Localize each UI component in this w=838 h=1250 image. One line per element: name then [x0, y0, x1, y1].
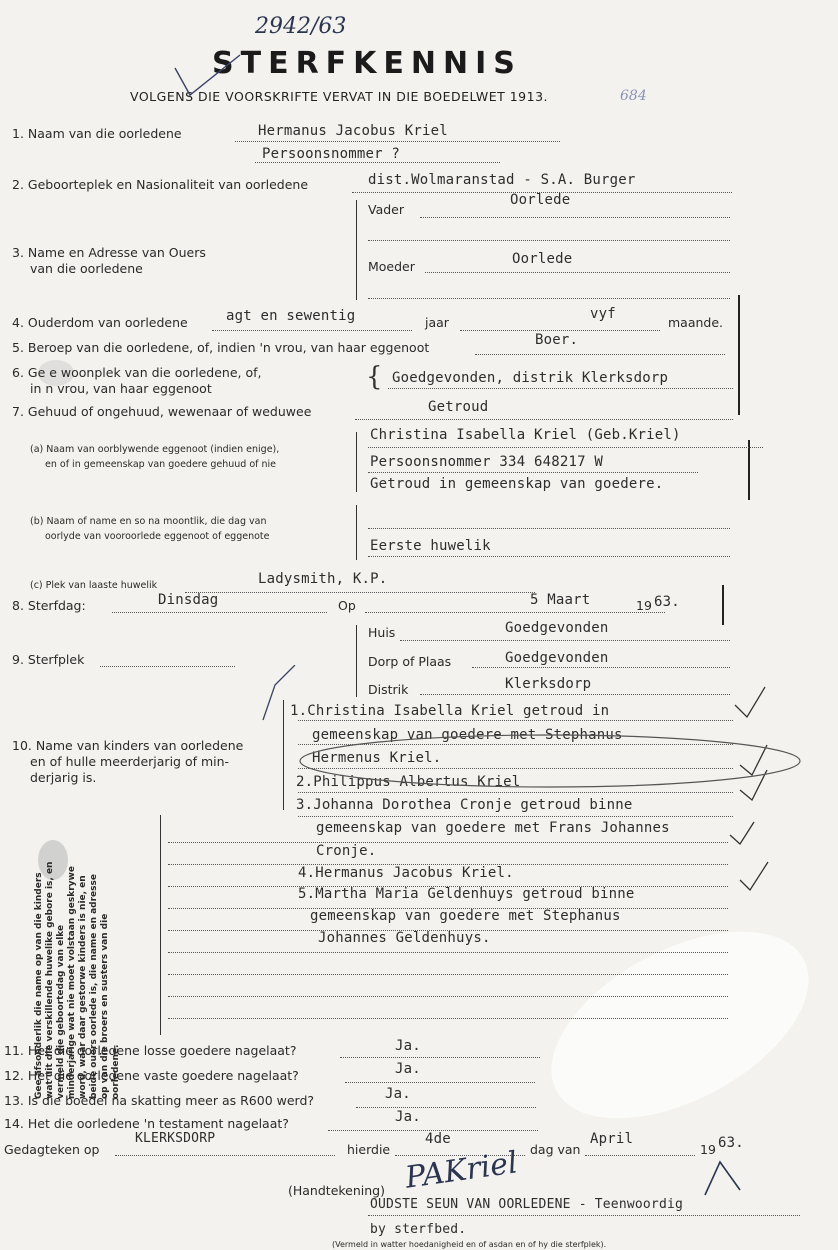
- deceased-name: Hermanus Jacobus Kriel: [258, 123, 448, 139]
- document-title: STERFKENNIS: [212, 46, 522, 81]
- signed-month: April: [590, 1131, 634, 1147]
- field-4-label: 4. Ouderdom van oorledene: [12, 315, 188, 330]
- mother-label: Moeder: [368, 259, 415, 274]
- spouse-name: Christina Isabella Kriel (Geb.Kriel): [370, 427, 681, 443]
- field-9-label: 9. Sterfplek: [12, 652, 85, 667]
- field-10-label-b: en of hulle meerderjarig of min-: [30, 754, 230, 769]
- field-7a-label: (a) Naam van oorblywende eggenoot (indien enige),: [30, 444, 280, 455]
- child-line: Hermenus Kriel.: [312, 750, 442, 766]
- field-2-label: 2. Geboorteplek en Nasionaliteit van oorledene: [12, 177, 309, 192]
- fixed-assets-value: Ja.: [395, 1061, 421, 1077]
- field-7a-label-b: en of in gemeenskap van goedere gehuud of nie: [45, 459, 277, 470]
- child-line: 4.Hermanus Jacobus Kriel.: [298, 865, 514, 881]
- spouse-id-number: Persoonsnommer 334 648217 W: [370, 454, 603, 470]
- field-14-label: 14. Het die oorledene 'n testament nagelaat?: [4, 1116, 289, 1131]
- year-prefix: 19: [636, 598, 652, 613]
- residence-value: Goedgevonden, distrik Klerksdorp: [392, 370, 669, 386]
- father-value: Oorlede: [510, 192, 571, 208]
- child-line: gemeenskap van goedere met Frans Johannes: [316, 820, 670, 836]
- signed-year: 63.: [718, 1135, 744, 1151]
- field-12-label: 12. Het die oorledene vaste goedere nagelaat?: [4, 1068, 299, 1083]
- age-months: vyf: [590, 306, 616, 322]
- footer-note: (Vermeld in watter hoedanigheid en of asdan en of hy die sterfplek).: [332, 1240, 607, 1249]
- last-marriage-place: Ladysmith, K.P.: [258, 571, 388, 587]
- side-instruction-note: Gee afsonderlik die name op van die kinders wat uit die verskillende huwelike gebore is, en vermeld die geboortedag van elke minderjarige wat nie moet volstaan geskrywe word, waar daar gestorwe kinders is nie, en beide ouers oorlede is, die name en adresse op van die broers en susters van die oorledene.: [34, 861, 121, 1099]
- field-13-label: 13. Is die boedel na skatting meer as R600 werd?: [4, 1093, 315, 1108]
- age-years: agt en sewentig: [226, 308, 356, 324]
- field-3-label-b: van die oorledene: [30, 261, 143, 276]
- signed-at-label: Gedagteken op: [4, 1142, 100, 1157]
- field-7b-label-b: oorlyde van vooroorlede eggenoot of eggenote: [45, 531, 270, 542]
- house-value: Goedgevonden: [505, 620, 609, 636]
- field-10-label: 10. Name van kinders van oorledene: [12, 738, 244, 753]
- id-number-line: Persoonsnommer ?: [262, 146, 401, 162]
- field-6-label: 6. Ge e woonplek van die oorledene, of,: [12, 365, 262, 380]
- field-3-label: 3. Name en Adresse van Ouers: [12, 245, 206, 260]
- testament-value: Ja.: [395, 1109, 421, 1125]
- previous-marriage: Eerste huwelik: [370, 538, 491, 554]
- house-label: Huis: [368, 625, 396, 640]
- child-line: 5.Martha Maria Geldenhuys getroud binne: [298, 886, 635, 902]
- district-value: Klerksdorp: [505, 676, 592, 692]
- field-7c-label: (c) Plek van laaste huwelik: [30, 580, 158, 591]
- field-8-label: 8. Sterfdag:: [12, 598, 86, 613]
- child-line: gemeenskap van goedere met Stephanus: [310, 908, 621, 924]
- farm-label: Dorp of Plaas: [368, 654, 452, 669]
- months-label: maande.: [668, 315, 724, 330]
- child-line: Johannes Geldenhuys.: [318, 930, 491, 946]
- years-label: jaar: [425, 315, 449, 330]
- farm-value: Goedgevonden: [505, 650, 609, 666]
- child-line: 2.Philippus Albertus Kriel: [296, 774, 521, 790]
- movable-assets-value: Ja.: [395, 1038, 421, 1054]
- death-day: Dinsdag: [158, 592, 219, 608]
- whiteout-mark: [521, 893, 838, 1157]
- field-5-label: 5. Beroep van die oorledene, of, indien 'n vrou, van haar eggenoot: [12, 340, 430, 355]
- signature: PAKriel: [403, 1145, 520, 1196]
- occupation-value: Boer.: [535, 332, 579, 348]
- day-of-label: dag van: [530, 1142, 581, 1157]
- annotation-marks: [255, 665, 815, 810]
- corner-mark: 684: [620, 88, 647, 104]
- father-label: Vader: [368, 202, 405, 217]
- child-line: 3.Johanna Dorothea Cronje getroud binne: [296, 797, 633, 813]
- child-line: gemeenskap van goedere met Stephanus: [312, 727, 623, 743]
- signed-year-prefix: 19: [700, 1142, 716, 1157]
- arrow-mark-icon: [700, 1160, 760, 1200]
- signer-capacity-line2: by sterfbed.: [370, 1222, 467, 1237]
- signature-label: (Handtekening): [288, 1183, 385, 1198]
- check-mark-icon: [170, 50, 250, 100]
- child-line: 1.Christina Isabella Kriel getroud in: [290, 703, 610, 719]
- death-date: 5 Maart: [530, 592, 591, 608]
- child-line: Cronje.: [316, 843, 377, 859]
- signed-place: KLERKSDORP: [135, 1131, 216, 1146]
- birthplace-nationality: dist.Wolmaranstad - S.A. Burger: [368, 172, 636, 188]
- field-7-label: 7. Gehuud of ongehuud, wewenaar of weduwee: [12, 404, 312, 419]
- document-subtitle: VOLGENS DIE VOORSKRIFTE VERVAT IN DIE BOEDELWET 1913.: [130, 89, 549, 104]
- death-year: 63.: [654, 594, 680, 610]
- field-7b-label: (b) Naam of name en so na moontlik, die dag van: [30, 516, 267, 527]
- mother-value: Oorlede: [512, 251, 573, 267]
- field-11-label: 11. Het die oorledene losse goedere nagelaat?: [4, 1043, 297, 1058]
- district-label: Distrik: [368, 682, 409, 697]
- signed-day: 4de: [425, 1131, 451, 1147]
- brace-glyph: {: [366, 362, 383, 392]
- marital-status: Getroud: [428, 399, 489, 415]
- field-6-label-b: in n vrou, van haar eggenoot: [30, 381, 212, 396]
- field-10-label-c: derjarig is.: [30, 770, 97, 785]
- community-of-property: Getroud in gemeenskap van goedere.: [370, 476, 664, 492]
- signer-capacity: OUDSTE SEUN VAN OORLEDENE - Teenwoordig: [370, 1197, 684, 1212]
- reference-number: 2942/63: [255, 14, 347, 39]
- this-label: hierdie: [347, 1142, 391, 1157]
- estate-value-answer: Ja.: [385, 1086, 411, 1102]
- field-1-label: 1. Naam van die oorledene: [12, 126, 182, 141]
- check-marks: [720, 820, 790, 900]
- on-label: Op: [338, 598, 356, 613]
